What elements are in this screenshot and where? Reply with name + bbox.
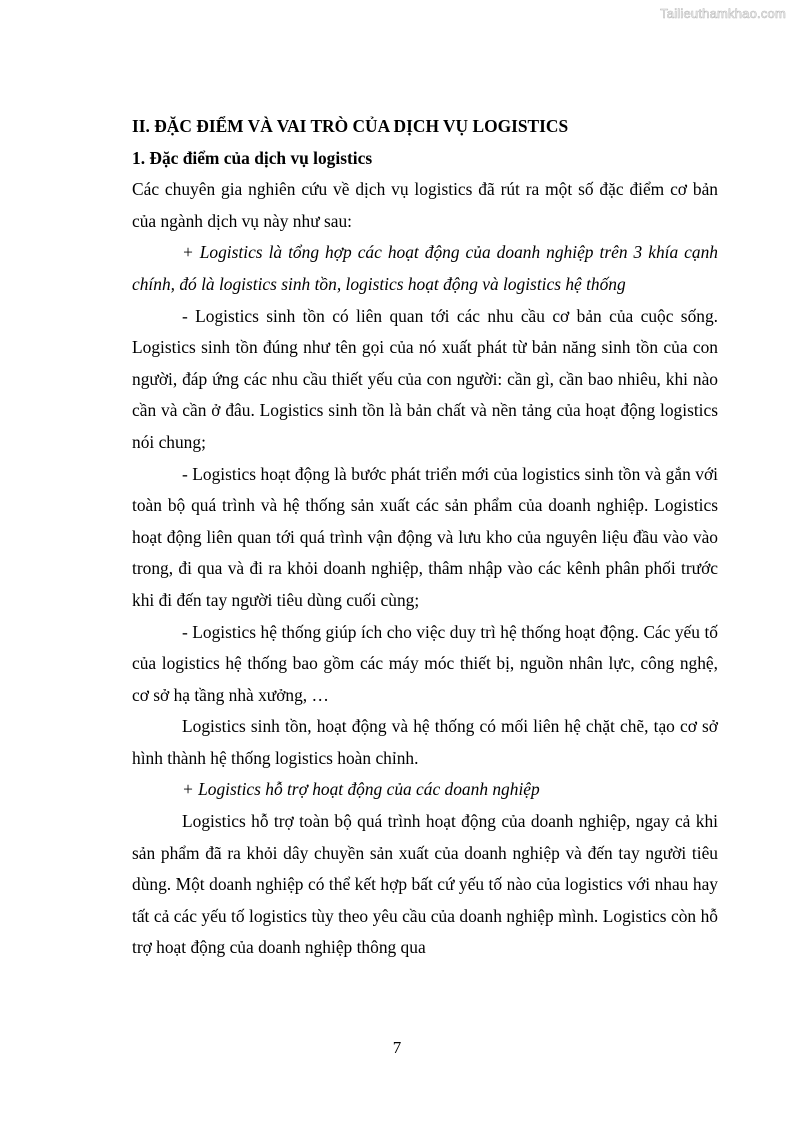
intro-paragraph: Các chuyên gia nghiên cứu về dịch vụ logistics đã rút ra một số đặc điểm cơ bản của ngành dịch vụ này như sau: — [132, 179, 718, 231]
bullet-logistics-he-thong: - Logistics hệ thống giúp ích cho việc duy trì hệ thống hoạt động. Các yếu tố của logistics hệ thống bao gồm các máy móc thiết bị, nguồn nhân lực, công nghệ, cơ sở hạ tầng nhà xưởng, … — [132, 621, 718, 705]
watermark: Tailieuthamkhao.com — [660, 6, 786, 21]
document-body — [132, 111, 718, 964]
section-heading: II. ĐẶC ĐIỂM VÀ VAI TRÒ CỦA DỊCH VỤ LOGISTICS — [132, 116, 569, 136]
bullet-logistics-sinh-ton: - Logistics sinh tồn có liên quan tới các nhu cầu cơ bản của cuộc sống. Logistics sinh tồn đúng như tên gọi của nó xuất phát từ bản năng sinh tồn của con người, đáp ứng các nhu cầu thiết yếu của con người: cần gì, cần bao nhiêu, khi nào cần và cần ở đâu. Logistics sinh tồn là bản chất và nền tảng của hoạt động logistics nói chung; — [132, 305, 718, 452]
subsection-heading: 1. Đặc điểm của dịch vụ logistics — [132, 147, 373, 168]
bullet-logistics-hoat-dong: - Logistics hoạt động là bước phát triển mới của logistics sinh tồn và gắn với toàn bộ quá trình và hệ thống sản xuất các sản phẩm của doanh nghiệp. Logistics hoạt động liên quan tới quá trình vận động và lưu kho của nguyên liệu đầu vào vào trong, đi qua và đi ra khỏi doanh nghiệp, thâm nhập vào các kênh phân phối trước khi đi đến tay người tiêu dùng cuối cùng; — [132, 463, 718, 610]
feature-item-1: + Logistics là tổng hợp các hoạt động của doanh nghiệp trên 3 khía cạnh chính, đó là logistics sinh tồn, logistics hoạt động và logistics hệ thống — [132, 242, 718, 294]
support-paragraph: Logistics hỗ trợ toàn bộ quá trình hoạt động của doanh nghiệp, ngay cả khi sản phẩm đã ra khỏi dây chuyền sản xuất của doanh nghiệp và đến tay người tiêu dùng. Một doanh nghiệp có thể kết hợp bất cứ yếu tố nào của logistics với nhau hay tất cả các yếu tố logistics tùy theo yêu cầu của doanh nghiệp mình. Logistics còn hỗ trợ hoạt động của doanh nghiệp thông qua — [132, 811, 718, 958]
summary-paragraph: Logistics sinh tồn, hoạt động và hệ thống có mối liên hệ chặt chẽ, tạo cơ sở hình thành hệ thống logistics hoàn chỉnh. — [132, 716, 718, 768]
feature-item-2: + Logistics hỗ trợ hoạt động của các doanh nghiệp — [182, 779, 540, 800]
page-number: 7 — [392, 1038, 402, 1057]
